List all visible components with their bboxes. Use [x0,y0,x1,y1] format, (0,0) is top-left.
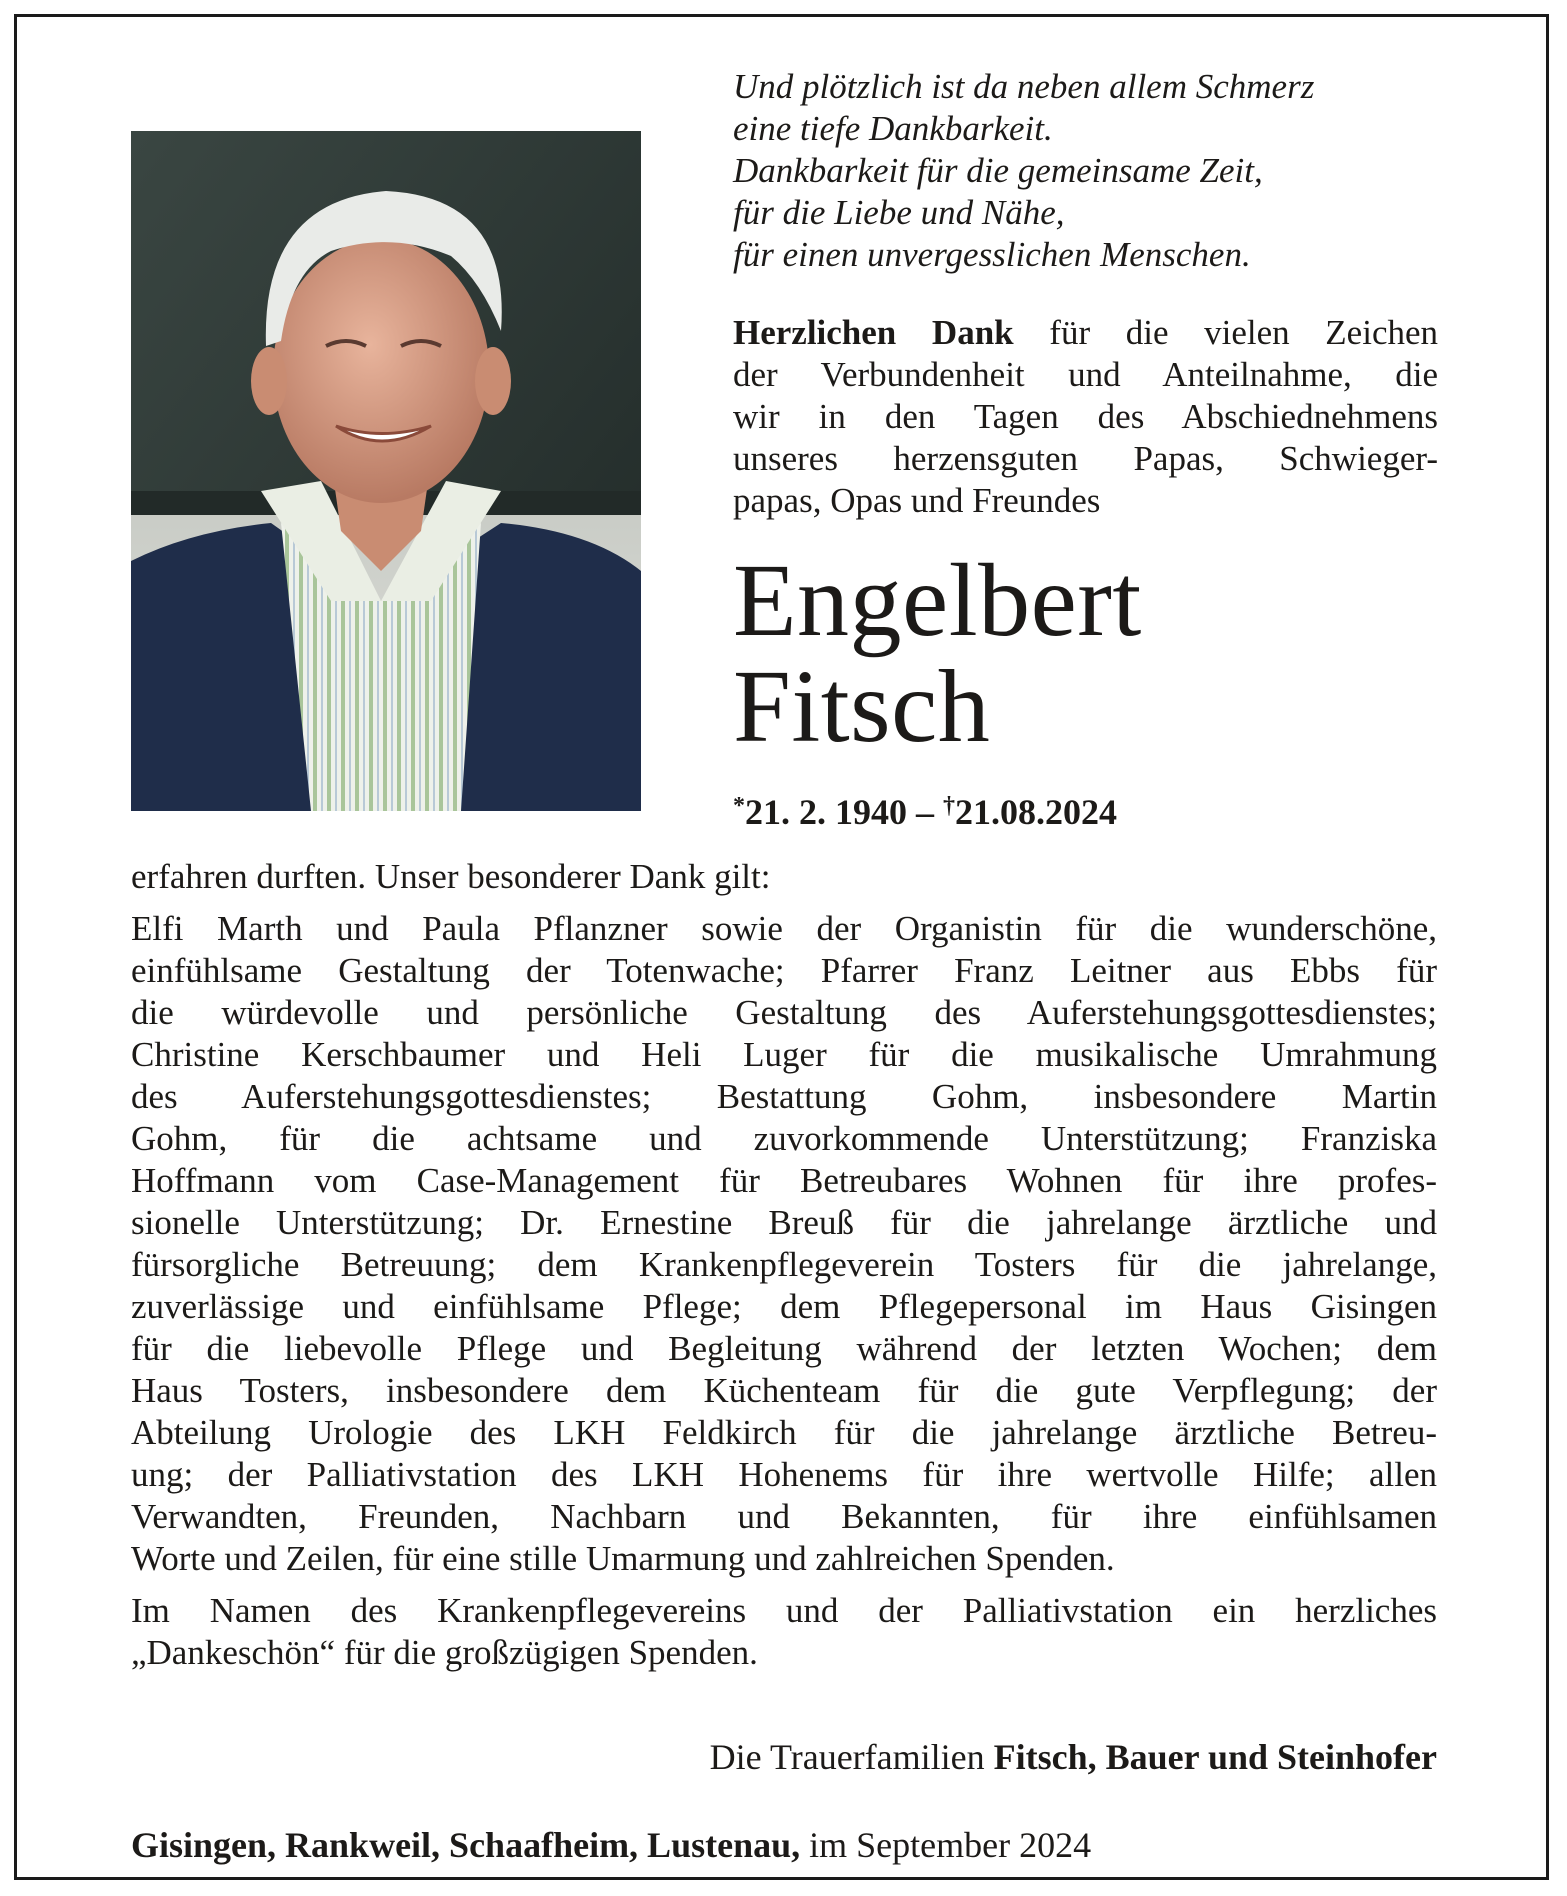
first-name: Engelbert [733,543,1142,658]
last-name: Fitsch [733,649,991,764]
body-line: zuverlässige und einfühlsame Pflege; dem Pflegepersonal im Haus Gisingen [131,1287,1437,1326]
body-line: einfühlsame Gestaltung der Totenwache; Pfarrer Franz Leitner aus Ebbs für [131,951,1437,990]
places: Gisingen, Rankweil, Schaafheim, Lustenau, [131,1825,801,1865]
portrait-photo [131,131,641,811]
thanks-line [733,312,1438,354]
date-dash: – [907,792,943,832]
body-paragraph-2 [131,1590,1437,1674]
body-paragraph-1 [131,908,1437,1580]
body-line: fürsorgliche Betreuung; dem Krankenpflegeverein Tosters für die jahrelange, [131,1245,1437,1284]
thanks-line: papas, Opas und Freundes [733,481,1101,520]
body-intro: erfahren durften. Unser besonderer Dank gilt: [131,857,771,896]
poem-line: für die Liebe und Nähe, [733,193,1065,232]
thanks-line-rest: für die vielen Zeichen [1013,313,1439,352]
thanks-paragraph [733,312,1438,522]
life-dates [733,784,1117,834]
place-date [131,1823,1091,1867]
family-signature [710,1735,1437,1779]
thanks-bold-lead: Herzlichen Dank [733,313,1014,352]
death-date: 21.08.2024 [955,792,1117,832]
signature-prefix: Die Trauerfamilien [709,1737,994,1777]
body-line: sionelle Unterstützung; Dr. Ernestine Breuß für die jahrelange ärztliche und [131,1203,1437,1242]
body-line: „Dankeschön“ für die großzügigen Spenden. [131,1633,758,1672]
birth-date: 21. 2. 1940 [745,792,907,832]
body-line: Gohm, für die achtsame und zuvorkommende Unterstützung; Franziska [131,1119,1437,1158]
body-line: Christine Kerschbaumer und Heli Luger für die musikalische Umrahmung [131,1035,1437,1074]
deceased-name [733,543,1433,764]
closing-date: im September 2024 [800,1825,1092,1865]
poem-line: Dankbarkeit für die gemeinsame Zeit, [733,151,1263,190]
body-line: Haus Tosters, insbesondere dem Küchenteam für die gute Verpflegung; der [131,1371,1437,1410]
body-line: ung; der Palliativstation des LKH Hohenems für ihre wertvolle Hilfe; allen [131,1455,1437,1494]
poem-line: Und plötzlich ist da neben allem Schmerz [733,67,1315,106]
body-text [131,856,1437,1674]
portrait-image [131,131,641,811]
thanks-line: der Verbundenheit und Anteilnahme, die [733,355,1438,394]
body-line: Worte und Zeilen, für eine stille Umarmung und zahlreichen Spenden. [131,1539,1115,1578]
body-line: für die liebevolle Pflege und Begleitung während der letzten Wochen; dem [131,1329,1437,1368]
body-line: Abteilung Urologie des LKH Feldkirch für die jahrelange ärztliche Betreu- [131,1413,1437,1452]
body-line: Elfi Marth und Paula Pflanzner sowie der Organistin für die wunderschöne, [131,909,1437,948]
body-line: die würdevolle und persönliche Gestaltung des Auferstehungsgottesdienstes; [131,993,1437,1032]
body-line: Verwandten, Freunden, Nachbarn und Bekannten, für ihre einfühlsamen [131,1497,1437,1536]
signature-families: Fitsch, Bauer und Steinhofer [993,1737,1437,1777]
thanks-line: unseres herzensguten Papas, Schwieger- [733,439,1438,478]
body-line: Hoffmann vom Case-Management für Betreubares Wohnen für ihre profes- [131,1161,1437,1200]
poem [733,66,1453,276]
body-line: Im Namen des Krankenpflegevereins und der Palliativstation ein herzliches [131,1591,1437,1630]
body-line: des Auferstehungsgottesdienstes; Bestattung Gohm, insbesondere Martin [131,1077,1437,1116]
death-symbol: † [943,793,955,819]
thanks-line: wir in den Tagen des Abschiednehmens [733,397,1438,436]
birth-symbol: * [733,793,745,819]
poem-line: für einen unvergesslichen Menschen. [733,235,1251,274]
poem-line: eine tiefe Dankbarkeit. [733,109,1053,148]
